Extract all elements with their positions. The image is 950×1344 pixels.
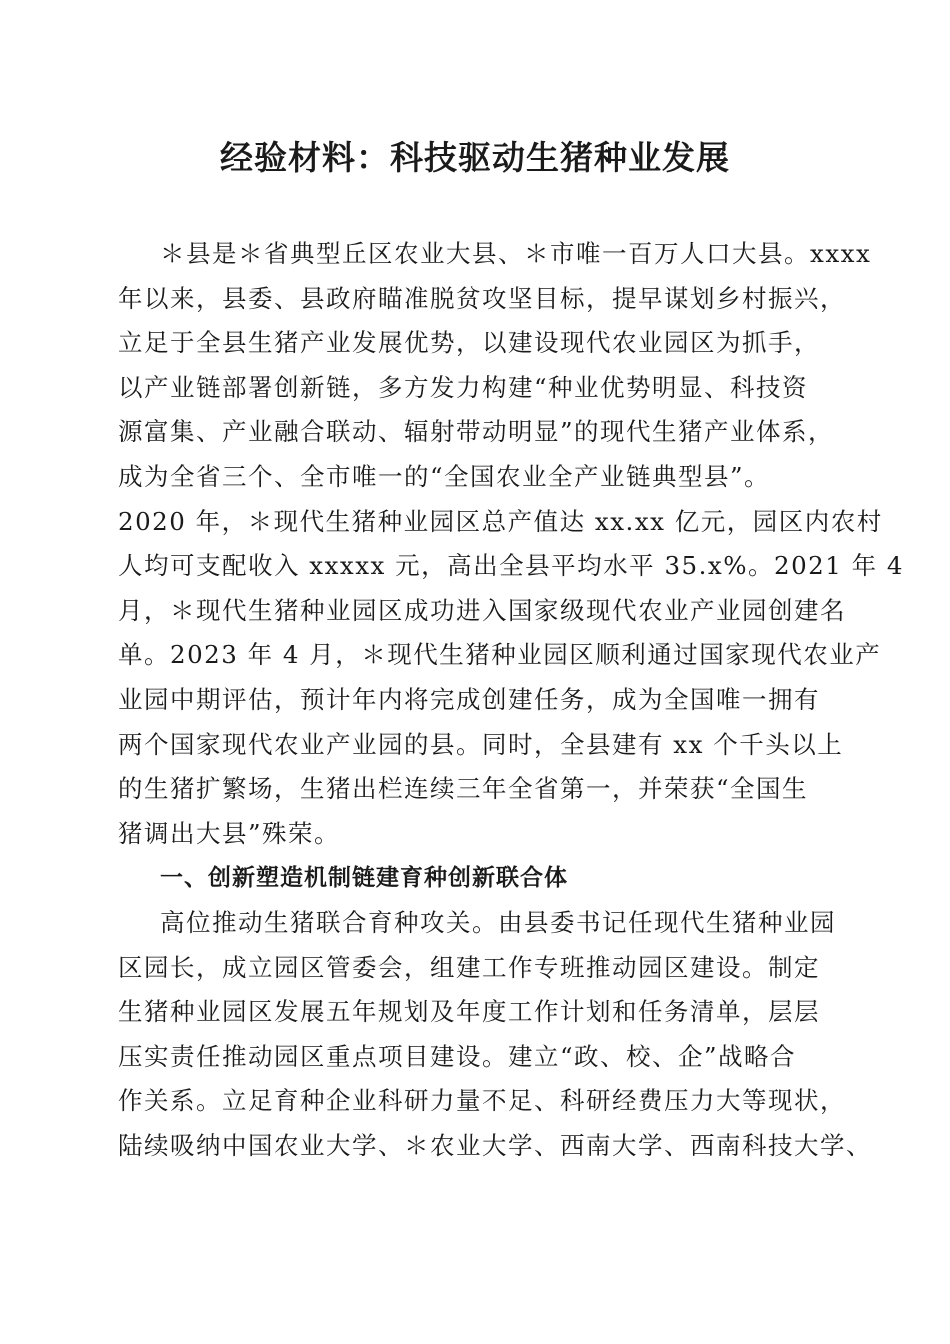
paragraph-2 <box>118 901 872 1169</box>
document-body <box>118 232 905 1168</box>
section-heading: 一、创新塑造机制链建育种创新联合体 <box>160 865 568 892</box>
text-line: 两个国家现代农业产业园的县。同时，全县建有 xx 个千头以上 <box>118 729 844 759</box>
text-line: 单。2023 年 4 月，＊现代生猪种业园区顺利通过国家现代农业产 <box>118 640 882 670</box>
text-line: 作关系。立足育种企业科研力量不足、科研经费压力大等现状， <box>118 1086 846 1116</box>
text-line: 陆续吸纳中国农业大学、＊农业大学、西南大学、西南科技大学、 <box>118 1130 872 1160</box>
text-line: 压实责任推动园区重点项目建设。建立“政、校、企”战略合 <box>118 1041 797 1071</box>
text-line: 以产业链部署创新链，多方发力构建“种业优势明显、科技资 <box>118 372 809 402</box>
text-line: 年以来，县委、县政府瞄准脱贫攻坚目标，提早谋划乡村振兴， <box>118 283 846 313</box>
text-line: ＊县是＊省典型丘区农业大县、＊市唯一百万人口大县。xxxx <box>160 239 872 268</box>
text-line: 源富集、产业融合联动、辐射带动明显”的现代生猪产业体系， <box>118 417 835 447</box>
text-line: 业园中期评估，预计年内将完成创建任务，成为全国唯一拥有 <box>118 684 820 714</box>
document-title: 经验材料：科技驱动生猪种业发展 <box>220 138 730 177</box>
text-line: 的生猪扩繁场，生猪出栏连续三年全省第一，并荣获“全国生 <box>118 774 809 804</box>
text-line: 人均可支配收入 xxxxx 元，高出全县平均水平 35.x%。2021 年 4 <box>118 551 905 581</box>
text-line: 月，＊现代生猪种业园区成功进入国家级现代农业产业园创建名 <box>118 595 846 625</box>
text-line: 2020 年，＊现代生猪种业园区总产值达 xx.xx 亿元，园区内农村 <box>118 506 883 536</box>
text-line: 高位推动生猪联合育种攻关。由县委书记任现代生猪种业园 <box>160 907 836 937</box>
text-line: 立足于全县生猪产业发展优势，以建设现代农业园区为抓手， <box>118 328 820 358</box>
text-line: 成为全省三个、全市唯一的“全国农业全产业链典型县”。 <box>118 461 771 491</box>
paragraph-1 <box>118 232 905 856</box>
text-line: 区园长，成立园区管委会，组建工作专班推动园区建设。制定 <box>118 952 820 982</box>
text-line: 生猪种业园区发展五年规划及年度工作计划和任务清单，层层 <box>118 997 820 1027</box>
text-line: 猪调出大县”殊荣。 <box>118 818 341 848</box>
